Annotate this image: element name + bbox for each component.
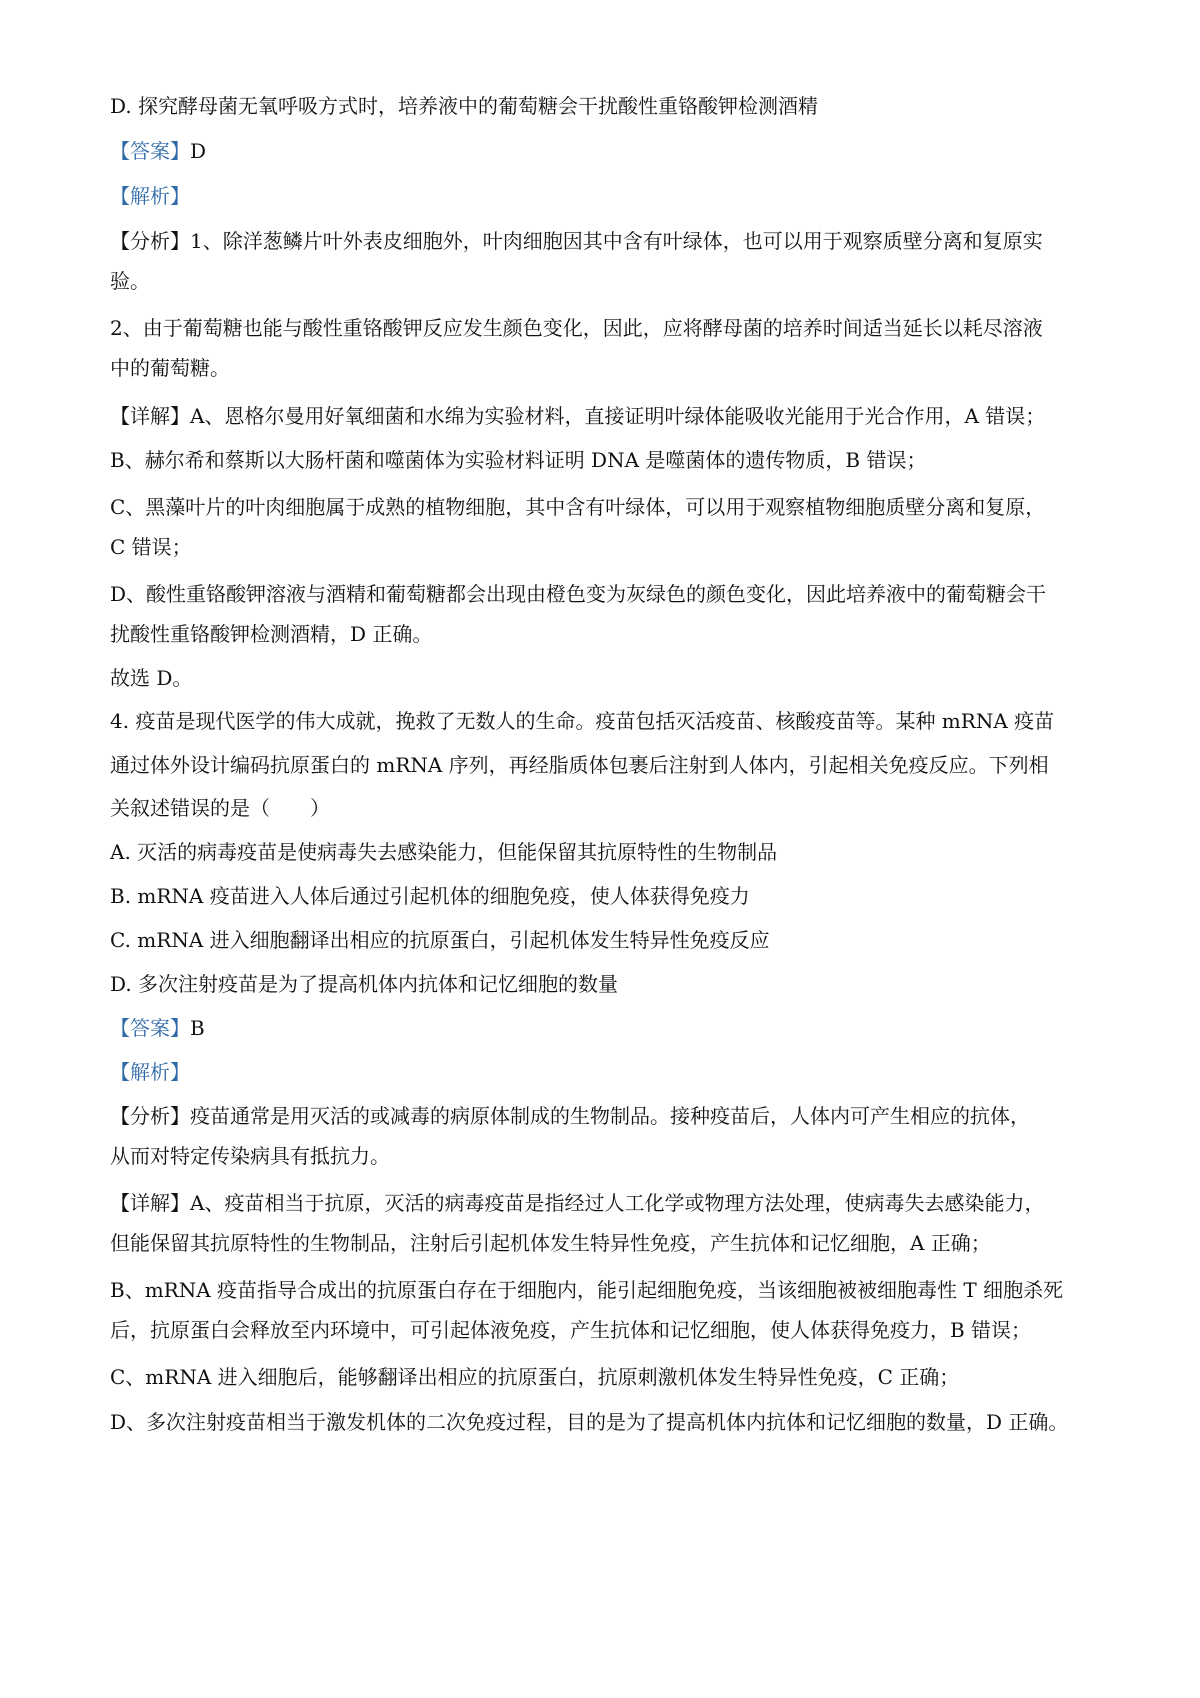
q3-fenxi-line-4: 中的葡萄糖。 xyxy=(110,356,230,380)
q3-xiangjie-a: 【详解】A、恩格尔曼用好氧细菌和水绵为实验材料，直接证明叶绿体能吸收光能用于光合作用，A 错误； xyxy=(110,404,1046,428)
q3-fenxi-line-2: 验。 xyxy=(110,269,150,293)
q3-xiangjie-b: B、赫尔希和蔡斯以大肠杆菌和噬菌体为实验材料证明 DNA 是噬菌体的遗传物质，B 错误； xyxy=(110,448,927,472)
answer-value: B xyxy=(190,1016,205,1040)
q4-option-d: D. 多次注射疫苗是为了提高机体内抗体和记忆细胞的数量 xyxy=(110,972,619,996)
q3-answer xyxy=(110,137,1100,165)
q4-xiangjie-b-1: B、mRNA 疫苗指导合成出的抗原蛋白存在于细胞内，能引起细胞免疫，当该细胞被被细胞毒性 T 细胞杀死 xyxy=(110,1278,1064,1302)
q4-xiangjie-c: C、mRNA 进入细胞后，能够翻译出相应的抗原蛋白，抗原刺激机体发生特异性免疫，C 正确； xyxy=(110,1365,960,1389)
answer-tag: 【答案】 xyxy=(110,1016,190,1040)
q3-xiangjie-d-1: D、酸性重铬酸钾溶液与酒精和葡萄糖都会出现由橙色变为灰绿色的颜色变化，因此培养液中的葡萄糖会干 xyxy=(110,582,1047,606)
q3-conclusion: 故选 D。 xyxy=(110,666,193,690)
q4-stem-1: 4. 疫苗是现代医学的伟大成就，挽救了无数人的生命。疫苗包括灭活疫苗、核酸疫苗等。某种 mRNA 疫苗 xyxy=(110,709,1055,733)
q3-xiangjie-d-2: 扰酸性重铬酸钾检测酒精，D 正确。 xyxy=(110,622,433,646)
q4-stem-3: 关叙述错误的是（ ） xyxy=(110,796,330,820)
q4-stem-2: 通过体外设计编码抗原蛋白的 mRNA 序列，再经脂质体包裹后注射到人体内，引起相关免疫反应。下列相 xyxy=(110,753,1049,777)
q4-xiangjie-a-1: 【详解】A、疫苗相当于抗原，灭活的病毒疫苗是指经过人工化学或物理方法处理，使病毒失去感染能力， xyxy=(110,1191,1045,1215)
fenxi-tag: 【分析】 xyxy=(110,229,190,253)
q3-xiangjie-c-2: C 错误； xyxy=(110,535,192,559)
q4-analysis-heading: 【解析】 xyxy=(110,1060,190,1084)
q3-xiangjie-c-1: C、黑藻叶片的叶肉细胞属于成熟的植物细胞，其中含有叶绿体，可以用于观察植物细胞质壁分离和复原， xyxy=(110,495,1046,519)
q3-fenxi-line-3: 2、由于葡萄糖也能与酸性重铬酸钾反应发生颜色变化，因此，应将酵母菌的培养时间适当延长以耗尽溶液 xyxy=(110,316,1043,340)
q4-xiangjie-a-2: 但能保留其抗原特性的生物制品，注射后引起机体发生特异性免疫，产生抗体和记忆细胞，A 正确； xyxy=(110,1231,991,1255)
q4-option-a: A. 灭活的病毒疫苗是使病毒失去感染能力，但能保留其抗原特性的生物制品 xyxy=(110,840,778,864)
q4-xiangjie-d: D、多次注射疫苗相当于激发机体的二次免疫过程，目的是为了提高机体内抗体和记忆细胞的数量，D 正确。 xyxy=(110,1410,1069,1434)
q3-option-d: D. 探究酵母菌无氧呼吸方式时，培养液中的葡萄糖会干扰酸性重铬酸钾检测酒精 xyxy=(110,94,819,118)
answer-value: D xyxy=(190,139,207,163)
q4-option-b: B. mRNA 疫苗进入人体后通过引起机体的细胞免疫，使人体获得免疫力 xyxy=(110,884,750,908)
q4-option-c: C. mRNA 进入细胞翻译出相应的抗原蛋白，引起机体发生特异性免疫反应 xyxy=(110,928,770,952)
fenxi-tag: 【分析】 xyxy=(110,1104,190,1128)
q3-fenxi-line-1: 【分析】1、除洋葱鳞片叶外表皮细胞外，叶肉细胞因其中含有叶绿体，也可以用于观察质壁分离和复原实 xyxy=(110,229,1043,253)
q4-answer xyxy=(110,1014,1100,1042)
q3-analysis-heading: 【解析】 xyxy=(110,184,190,208)
answer-tag: 【答案】 xyxy=(110,139,190,163)
q4-fenxi-line-2: 从而对特定传染病具有抵抗力。 xyxy=(110,1144,390,1168)
q4-xiangjie-b-2: 后，抗原蛋白会释放至内环境中，可引起体液免疫，产生抗体和记忆细胞，使人体获得免疫力，B 错误； xyxy=(110,1318,1032,1342)
xiangjie-tag: 【详解】 xyxy=(110,1191,190,1215)
xiangjie-tag: 【详解】 xyxy=(110,404,190,428)
q4-fenxi-line-1: 【分析】疫苗通常是用灭活的或减毒的病原体制成的生物制品。接种疫苗后，人体内可产生相应的抗体， xyxy=(110,1104,1030,1128)
